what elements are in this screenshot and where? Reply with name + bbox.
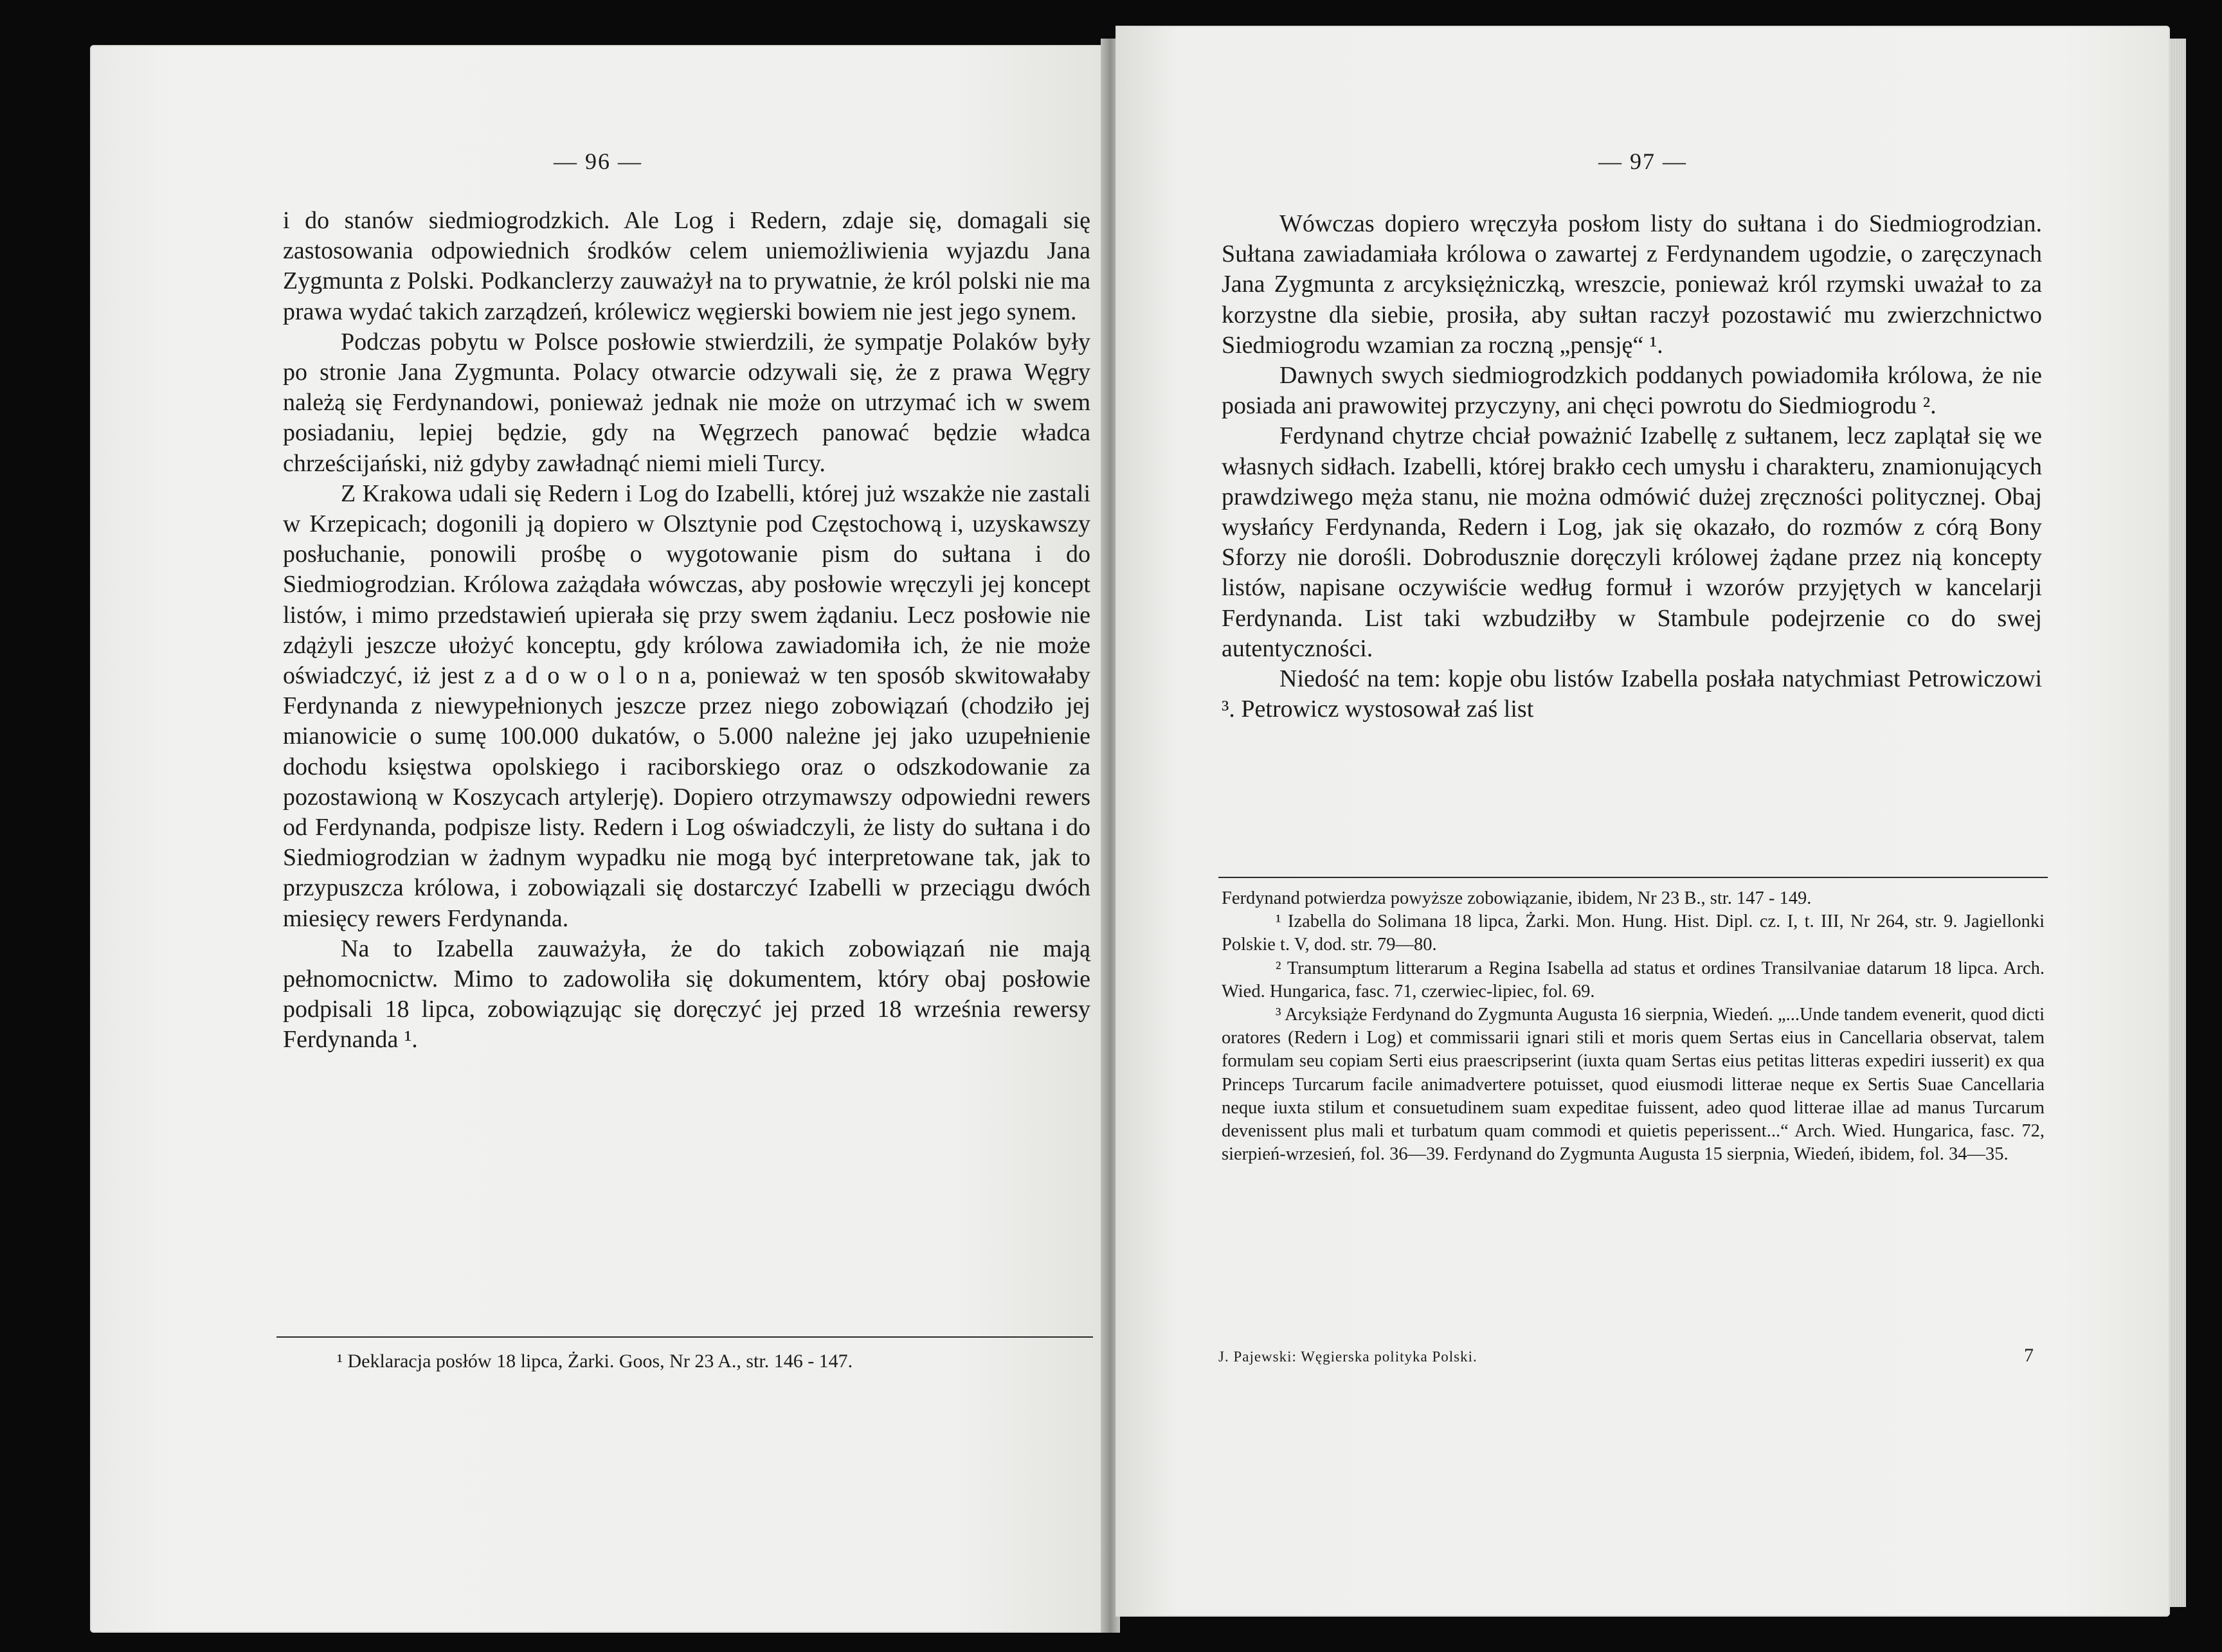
right-paragraph: Ferdynand chytrze chciał poważnić Izabellę z sułtanem, lecz zaplątał się we własnych sidłach. Izabelli, której brakło cech umysłu i charakteru, znamionujących prawdziwego męża stanu, nie można odmówić dużej zręczności politycznej. Obaj wysłańcy Ferdynanda, Redern i Log, jak się okazało, do rozmów z córą Bony Sforzy nie dorośli. Dobrodusznie doręczyli królowej żądane przez nią koncepty listów, napisane oczywiście według formuł i wzorów przyjętych w kancelarji Ferdynanda. List taki wzbudziłby w Stambule podejrzenie co do swej autentyczności. xyxy=(1222,422,2042,662)
footnote: ³ Arcyksiąże Ferdynand do Zygmunta Augusta 16 sierpnia, Wiedeń. „...Unde tandem evenerit, quod dicti oratores (Redern i Log) et commissarii ignari stili et moris quem Sertas eius in Cancellaria observat, talem formulam seu copiam Serti eius praescripserint (iuxta quam Sertas eius petitas litteras expediri iusserit) ex qua Princeps Turcarum facile animadvertere potuisset, quod eiusmodi litterae neque ex Sertis Suae Cancellaria neque iuxta stilum et consuetudinem suam expeditae fuissent, adeo quod litterae illae ad manus Turcarum devenissent plus mali et turbatum quam commodi et quietis peperissent...“ Arch. Wied. Hungarica, fasc. 72, sierpień-wrzesień, fol. 36—39. Ferdynand do Zygmunta Augusta 15 sierpnia, Wiedeń, ibidem, fol. 34—35. xyxy=(1222,1005,2045,1165)
right-footnotes xyxy=(1222,887,2045,1166)
right-paragraph: Dawnych swych siedmiogrodzkich poddanych powiadomiła królowa, że nie posiada ani prawowitej przyczyny, ani chęci powrotu do Siedmiogrodu ². xyxy=(1222,362,2042,420)
right-paragraph: Wówczas dopiero wręczyła posłom listy do sułtana i do Siedmiogrodzian. Sułtana zawiadamiała królowa o zawartej z Ferdynandem ugodzie, o zaręczynach Jana Zygmunta z arcyksiężniczką, wreszcie, ponieważ król rzymski uważał to za korzystne dla siebie, prosiła, aby sułtan raczył pozostawić mu zwierzchnictwo Siedmiogrodu wzamian za roczną „pensję“ ¹. xyxy=(1222,210,2042,359)
footnote-rule-left xyxy=(276,1336,1093,1338)
footnote: ¹ Deklaracja posłów 18 lipca, Żarki. Goos, Nr 23 A., str. 146 - 147. xyxy=(337,1351,853,1372)
footnote: ² Transumptum litterarum a Regina Isabella ad status et ordines Transilvaniae datarum 18 lipca. Arch. Wied. Hungarica, fasc. 71, czerwiec-lipiec, fol. 69. xyxy=(1222,958,2045,1001)
left-footnotes xyxy=(283,1350,1093,1373)
footnote: Ferdynand potwierdza powyższe zobowiązanie, ibidem, Nr 23 B., str. 147 - 149. xyxy=(1222,888,1812,908)
page-number-right: — 97 — xyxy=(1598,148,1687,174)
left-paragraph: Z Krakowa udali się Redern i Log do Izabelli, której już wszakże nie zastali w Krzepicach; dogonili ją dopiero w Olsztynie pod Częstochową i, uzyskawszy posłuchanie, ponowili prośbę o wygotowanie pism do sułtana i do Siedmiogrodzian. Królowa zażądała wówczas, aby posłowie wręczyli jej koncept listów, i mimo przedstawień upierała się przy swem żądaniu. Lecz posłowie nie zdążyli jeszcze ułożyć konceptu, gdy królowa zawiadomiła ich, że nie może oświadczyć, iż jest z a d o w o l o n a, ponieważ w ten sposób skwitowałaby Ferdynanda z niewypełnionych jeszcze przez niego zobowiązań (chodziło jej mianowicie o sumę 100.000 dukatów, o 5.000 należne jej jako uzupełnienie dochodu księstwa opolskiego i raciborskiego oraz o odszkodowanie za pozostawioną w Koszycach artylerję). Dopiero otrzymawszy odpowiedni rewers od Ferdynanda, podpisze listy. Redern i Log oświadczyli, że listy do sułtana i do Siedmiogrodzian w żadnym wypadku nie mogą być interpretowane tak, jak to przypuszcza królowa, i zobowiązali się dostarczyć Izabelli w przeciągu dwóch miesięcy rewers Ferdynanda. xyxy=(283,480,1090,932)
left-body-text xyxy=(283,206,1090,1055)
printer-signature: J. Pajewski: Węgierska polityka Polski. xyxy=(1218,1349,1477,1365)
footnote: ¹ Izabella do Solimana 18 lipca, Żarki. Mon. Hung. Hist. Dipl. cz. I, t. III, Nr 264, str. 9. Jagiellonki Polskie t. V, dod. str. 79—80. xyxy=(1222,911,2045,955)
right-paragraph: Niedość na tem: kopje obu listów Izabella posłała natychmiast Petrowiczowi ³. Petrowicz wystosował zaś list xyxy=(1222,665,2042,723)
left-paragraph: Podczas pobytu w Polsce posłowie stwierdzili, że sympatje Polaków były po stronie Jana Zygmunta. Polacy otwarcie odzywali się, że z prawa Węgry należą się Ferdynandowi, ponieważ jednak nie może on utrzymać ich w swem posiadaniu, lepiej będzie, gdy na Węgrzech panować będzie władca chrześcijański, niż gdyby zawładnąć niemi mieli Turcy. xyxy=(283,328,1090,477)
left-paragraph: Na to Izabella zauważyła, że do takich zobowiązań nie mają pełnomocnictw. Mimo to zadowoliła się dokumentem, który obaj posłowie podpisali 18 lipca, zobowiązując się doręczyć jej przed 18 września rewersy Ferdynanda ¹. xyxy=(283,935,1090,1054)
sheet-number: 7 xyxy=(2024,1345,2034,1366)
left-paragraph: i do stanów siedmiogrodzkich. Ale Log i Redern, zdaje się, domagali się zastosowania odpowiednich środków celem uniemożliwienia wyjazdu Jana Zygmunta z Polski. Podkanclerzy zauważył na to prywatnie, że król polski nie ma prawa wydać takich zarządzeń, królewicz węgierski bowiem nie jest jego synem. xyxy=(283,207,1090,325)
page-number-left: — 96 — xyxy=(554,148,642,174)
footnote-rule-right xyxy=(1218,877,2048,878)
right-page xyxy=(1116,26,2170,1617)
right-body-text xyxy=(1222,209,2042,724)
left-page xyxy=(90,45,1106,1633)
